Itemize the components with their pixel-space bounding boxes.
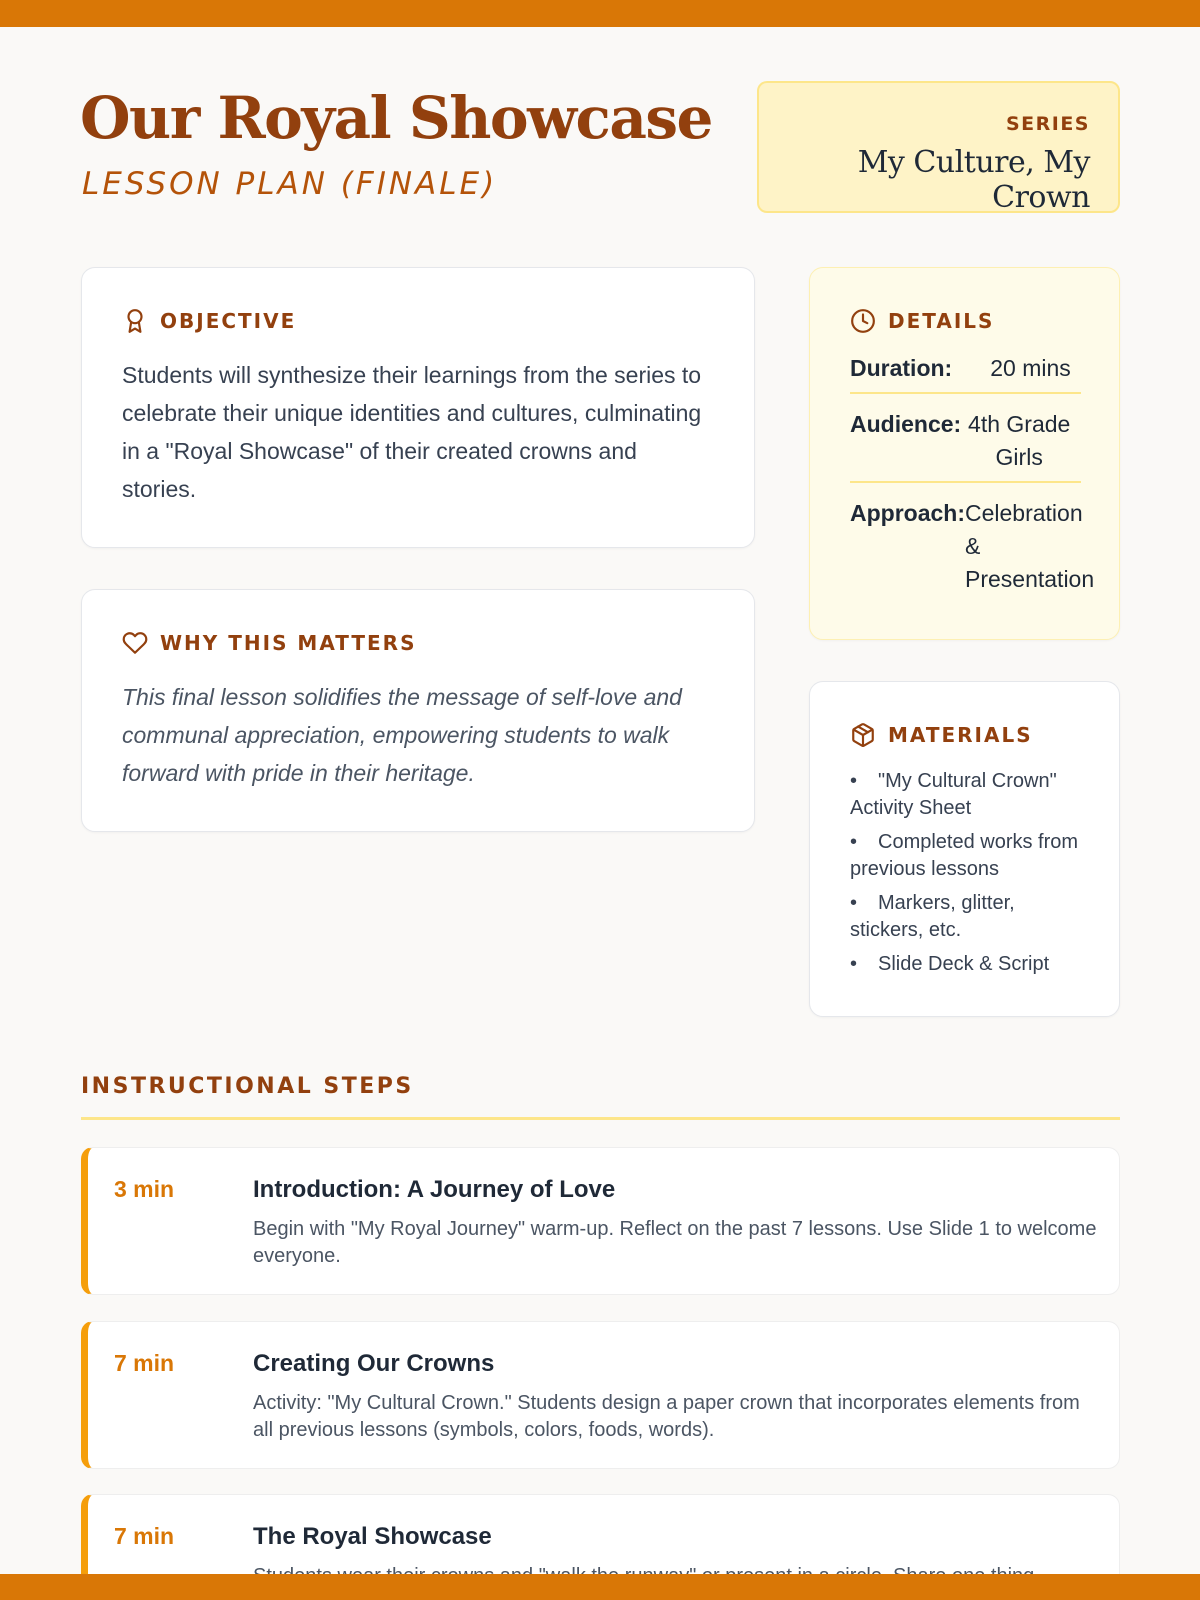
page-title: Our Royal Showcase xyxy=(80,84,712,152)
bullet-icon: • xyxy=(850,892,858,914)
section-divider xyxy=(81,1117,1120,1120)
objective-text: Students will synthesize their learnings from the series to celebrate their unique identities and cultures, culminating in a "Royal Showcase" of their created crowns and stories. xyxy=(122,362,702,502)
list-item xyxy=(850,890,1079,944)
list-item xyxy=(850,951,1079,978)
detail-label: Approach: xyxy=(850,500,965,526)
material-text: Markers, glitter, stickers, etc. xyxy=(850,892,1015,941)
material-text: "My Cultural Crown" Activity Sheet xyxy=(850,770,1057,819)
objective-card xyxy=(81,267,755,548)
bullet-icon: • xyxy=(850,770,858,792)
details-heading-label: DETAILS xyxy=(888,309,995,333)
detail-label: Duration: xyxy=(850,355,953,381)
detail-label: Audience: xyxy=(850,411,962,437)
materials-heading-label: MATERIALS xyxy=(888,723,1033,747)
step-title: Creating Our Crowns xyxy=(253,1350,495,1377)
bullet-icon: • xyxy=(850,953,858,975)
step-card xyxy=(81,1321,1120,1469)
detail-value: 4th Grade Girls xyxy=(968,411,1071,470)
series-badge xyxy=(757,81,1120,213)
clock-icon xyxy=(850,308,876,334)
step-time: 3 min xyxy=(114,1176,175,1202)
list-item xyxy=(850,829,1079,883)
step-card xyxy=(81,1147,1120,1295)
detail-value: Celebration & Presentation xyxy=(965,500,1095,592)
detail-row-duration xyxy=(850,352,1081,394)
why-this-matters-card xyxy=(81,589,755,832)
steps-section-title: INSTRUCTIONAL STEPS xyxy=(81,1074,414,1099)
award-icon xyxy=(122,308,148,334)
why-heading-label: WHY THIS MATTERS xyxy=(160,631,417,655)
bullet-icon: • xyxy=(850,831,858,853)
list-item xyxy=(850,768,1079,822)
material-text: Completed works from previous lessons xyxy=(850,831,1079,880)
step-title: Introduction: A Journey of Love xyxy=(253,1176,616,1203)
materials-heading xyxy=(850,722,1079,748)
step-description: Begin with "My Royal Journey" warm-up. Reflect on the past 7 lessons. Use Slide 1 to welcome everyone. xyxy=(253,1218,1097,1267)
detail-value: 20 mins xyxy=(990,355,1071,381)
details-heading xyxy=(850,308,1079,334)
step-title: The Royal Showcase xyxy=(253,1523,492,1550)
package-icon xyxy=(850,722,876,748)
step-time: 7 min xyxy=(114,1523,175,1549)
details-card xyxy=(809,267,1120,640)
page-subtitle: LESSON PLAN (FINALE) xyxy=(82,166,498,202)
step-time: 7 min xyxy=(114,1350,175,1376)
material-text: Slide Deck & Script xyxy=(878,953,1050,975)
materials-card xyxy=(809,681,1120,1017)
series-label: SERIES xyxy=(1005,113,1090,135)
objective-heading-label: OBJECTIVE xyxy=(160,309,297,333)
series-name: My Culture, My Crown xyxy=(857,145,1090,215)
heart-icon xyxy=(122,630,148,656)
materials-list xyxy=(850,768,1079,978)
why-heading xyxy=(122,630,714,656)
top-accent-bar xyxy=(0,0,1200,27)
bottom-accent-bar xyxy=(0,1574,1200,1600)
objective-heading xyxy=(122,308,714,334)
detail-row-approach xyxy=(850,497,1095,596)
detail-row-audience xyxy=(850,408,1081,483)
step-description: Activity: "My Cultural Crown." Students design a paper crown that incorporates elements from all previous lessons (symbols, colors, foods, words). xyxy=(253,1392,1080,1441)
why-text: This final lesson solidifies the message of self-love and communal appreciation, empowering students to walk forward with pride in their heritage. xyxy=(122,684,682,786)
